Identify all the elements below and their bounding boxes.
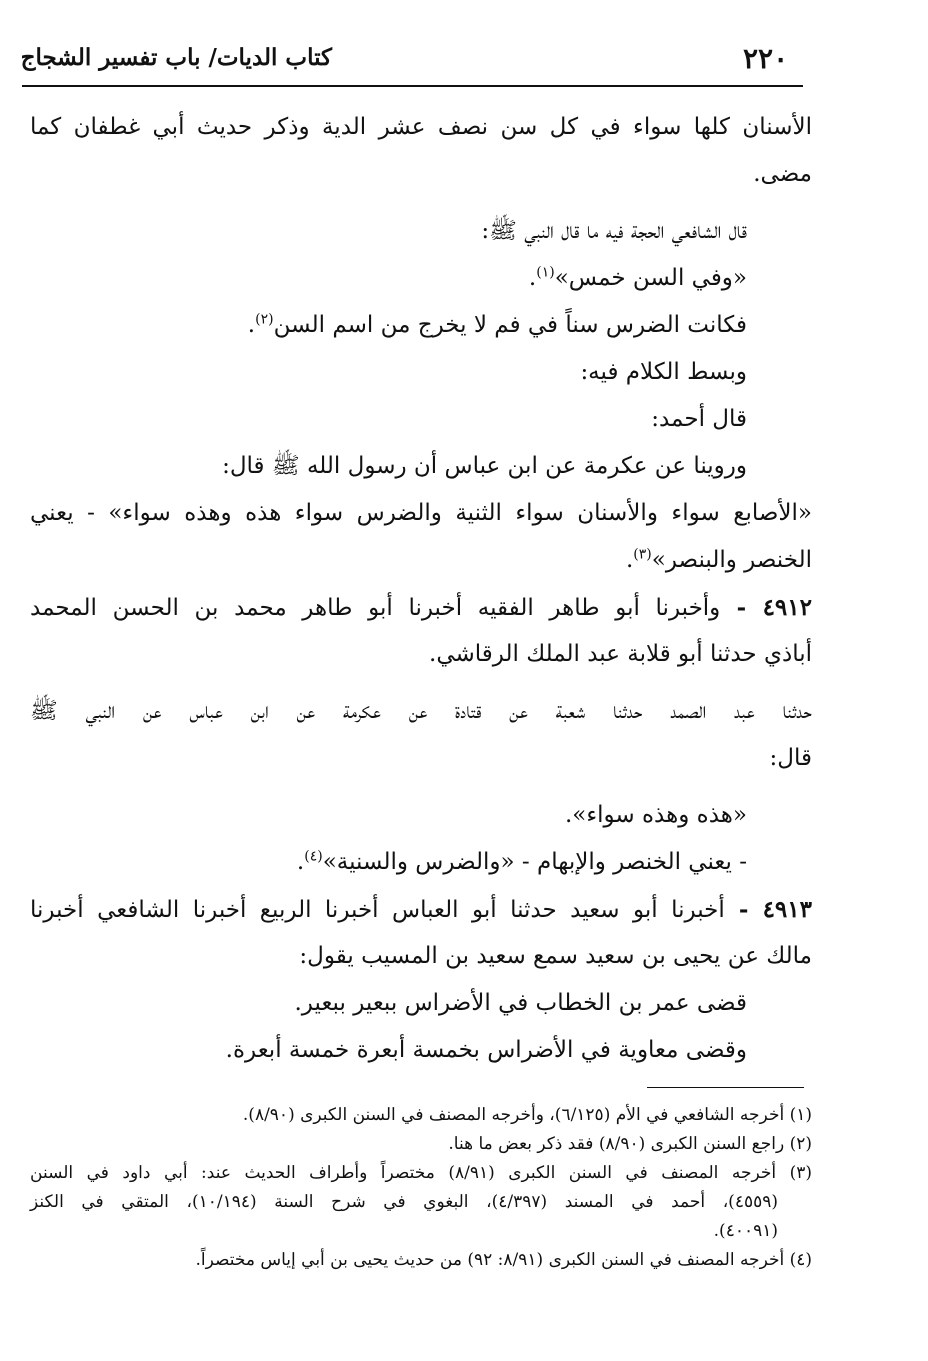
running-title: كتاب الديات/ باب تفسير الشجاج	[20, 44, 332, 71]
text-line: - يعني الخنصر والإبهام - «والضرس والسنية»$^{(٤)}$.	[296, 848, 747, 875]
text-line: «وفي السن خمس»$^{(١)}$.	[528, 264, 747, 291]
text-line: قال أحمد:	[651, 406, 747, 432]
text-line: حدثنا عبد الصمد حدثنا شعبة عن قتادة عن عكرمة عن ابن عباس عن النبي ﷺ	[30, 698, 812, 724]
header-rule	[22, 85, 803, 87]
footnote-ref[interactable]: (٤)	[304, 848, 323, 865]
footnote-ref[interactable]: (٢)	[255, 311, 274, 328]
footnotes	[30, 1101, 812, 1275]
footnote: (١) أخرجه الشافعي في الأم (٦/١٢٥)، وأخرجه المصنف في السنن الكبرى (٨/٩٠).	[242, 1105, 812, 1125]
footnote: (٢) راجع السنن الكبرى (٨/٩٠) فقد ذكر بعض ما هنا.	[448, 1134, 812, 1154]
text-line: قضى عمر بن الخطاب في الأضراس ببعير ببعير.	[294, 990, 747, 1016]
text-line: قال:	[769, 745, 812, 771]
text-line: «هذه وهذه سواء».	[564, 802, 747, 828]
main-text	[30, 104, 812, 1074]
text-line: «الأصابع سواء والأسنان سواء الثنية والضرس سواء هذه وهذه سواء» - يعني	[30, 500, 812, 526]
text-line: ٤٩١٢ - وأخبرنا أبو طاهر الفقيه أخبرنا أبو طاهر محمد بن الحسن المحمد	[30, 594, 812, 621]
text-line: وبسط الكلام فيه:	[580, 359, 747, 385]
footnote: (٣) أخرجه المصنف في السنن الكبرى (٨/٩١) مختصراً وأطراف الحديث عند: أبي داود في السنن	[30, 1163, 812, 1183]
text-line: فكانت الضرس سناً في فم لا يخرج من اسم السن$^{(٢)}$.	[247, 311, 747, 338]
page-number: ٢٢٠	[743, 42, 789, 75]
footnote-separator	[647, 1087, 804, 1088]
footnote-ref[interactable]: (٣)	[633, 546, 652, 563]
text-line: ٤٩١٣ - أخبرنا أبو سعيد حدثنا أبو العباس أخبرنا الربيع أخبرنا الشافعي أخبرنا	[30, 896, 812, 923]
text-line: وقضى معاوية في الأضراس بخمسة أبعرة خمسة أبعرة.	[225, 1037, 747, 1063]
footnote-ref[interactable]: (١)	[536, 264, 555, 281]
text-line: مالك عن يحيى بن سعيد سمع سعيد بن المسيب يقول:	[299, 943, 812, 969]
text-line: الخنصر والبنصر»$^{(٣)}$.	[625, 546, 812, 573]
text-line: مضى.	[753, 161, 812, 187]
text-line: الأسنان كلها سواء في كل سن نصف عشر الدية وذكر حديث أبي غطفان كما	[30, 114, 812, 140]
text-line: وروينا عن عكرمة عن ابن عباس أن رسول الله ﷺ قال:	[222, 453, 747, 479]
footnote-continuation: (٤٥٥٩)، أحمد في المسند (٤/٣٩٧)، البغوي في شرح السنة (١٠/١٩٤)، المتقي في الكنز	[30, 1192, 778, 1212]
hadith-number: ٤٩١٣	[762, 896, 812, 923]
hadith-number: ٤٩١٢	[762, 594, 812, 621]
text-line: قال الشافعي الحجة فيه ما قال النبي ﷺ:	[481, 218, 747, 244]
text-line: أباذي حدثنا أبو قلابة عبد الملك الرقاشي.	[429, 641, 812, 667]
footnote: (٤) أخرجه المصنف في السنن الكبرى (٨/٩١: ٩٢) من حديث يحيى بن أبي إياس مختصراً.	[195, 1250, 812, 1270]
footnote-continuation: (٤٠٠٩١).	[713, 1221, 778, 1241]
